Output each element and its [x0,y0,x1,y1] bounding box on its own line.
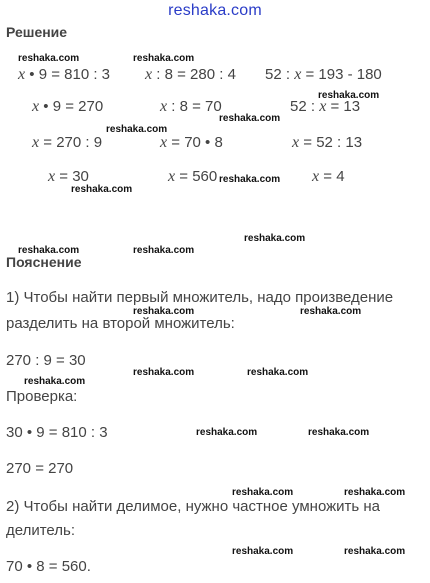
solution-heading: Решение [6,24,68,40]
watermark: reshaka.com [133,306,195,317]
site-logo-text[interactable]: reshaka.com [168,2,262,19]
explanation-heading: Пояснение [6,254,82,270]
watermark: reshaka.com [219,174,281,185]
equation-1-step-2: x • 9 = 270 [32,98,104,115]
watermark: reshaka.com [300,306,362,317]
equation-1-step-3: x = 270 : 9 [32,134,103,151]
watermark: reshaka.com [196,427,258,438]
variable-x: x [145,66,153,83]
variable-x: x [32,98,40,115]
variable-x: x [294,66,302,83]
equation-3-answer: x = 4 [312,168,345,185]
equation-2-answer: x = 560 [168,168,218,185]
equation-2-step-1: x : 8 = 280 : 4 [145,66,236,83]
watermark: reshaka.com [232,487,294,498]
watermark: reshaka.com [318,90,380,101]
variable-x: x [312,168,320,185]
equation-2-step-3: x = 70 • 8 [160,134,223,151]
check-calculation: 30 • 9 = 810 : 3 [6,424,108,441]
equation-3-step-3: x = 52 : 13 [292,134,363,151]
watermark: reshaka.com [133,53,195,64]
equation-3-step-1: 52 : x = 193 - 180 [265,66,382,83]
watermark: reshaka.com [71,184,133,195]
watermark: reshaka.com [219,113,281,124]
variable-x: x [160,98,168,115]
watermark: reshaka.com [133,367,195,378]
calculation-2: 70 • 8 = 560. [6,558,91,575]
check-label: Проверка: [6,388,78,405]
variable-x: x [32,134,40,151]
rule-1-line-1: 1) Чтобы найти первый множитель, надо произведение [6,289,394,306]
watermark: reshaka.com [344,546,406,557]
equation-2-step-2: x : 8 = 70 [160,98,222,115]
variable-x: x [160,134,168,151]
equation-1-step-1: x • 9 = 810 : 3 [18,66,111,83]
watermark: reshaka.com [18,245,80,256]
watermark: reshaka.com [247,367,309,378]
variable-x: x [319,98,327,115]
rule-2-line-2: делитель: [6,522,76,539]
watermark: reshaka.com [244,233,306,244]
watermark: reshaka.com [344,487,406,498]
equation-3-step-2: 52 : x = 13 [290,98,361,115]
variable-x: x [48,168,56,185]
watermark: reshaka.com [106,124,168,135]
rule-2-line-1: 2) Чтобы найти делимое, нужно частное умножить на [6,498,381,515]
variable-x: x [18,66,26,83]
watermark: reshaka.com [18,53,80,64]
variable-x: x [292,134,300,151]
watermark: reshaka.com [133,245,195,256]
watermark: reshaka.com [24,376,86,387]
variable-x: x [168,168,176,185]
calculation-1: 270 : 9 = 30 [6,352,86,369]
check-result: 270 = 270 [6,460,74,477]
rule-1-line-2: разделить на второй множитель: [6,315,235,332]
watermark: reshaka.com [308,427,370,438]
equation-1-answer: x = 30 [48,168,89,185]
watermark: reshaka.com [232,546,294,557]
